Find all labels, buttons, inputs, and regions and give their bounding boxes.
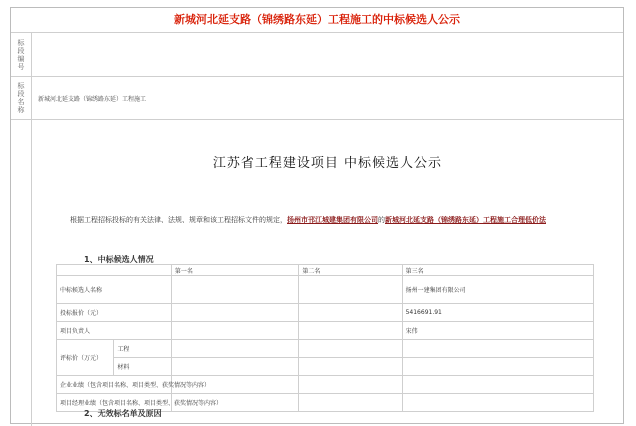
content-row bbox=[11, 120, 623, 426]
table-row: 项目负责人 宋伟 bbox=[57, 322, 594, 340]
table-row: 企业业绩（包含项目名称、项目类型、获奖情况等内容） bbox=[57, 376, 594, 394]
bid-number-row bbox=[11, 33, 623, 77]
table-row: 投标报价（元） 5416691.91 bbox=[57, 304, 594, 322]
method-link[interactable]: 合理低价法 bbox=[511, 216, 546, 224]
document-title: 江苏省工程建设项目 中标候选人公示 bbox=[212, 156, 443, 171]
table-row: 材料 bbox=[57, 358, 594, 376]
intro-paragraph: 根据工程招标投标的有关法律、法规、规章和该工程招标文件的规定，扬州市邗江城建集团有限公司的新城河北延支路（锦绣路东延）工程施工合理低价法 bbox=[70, 216, 546, 224]
notice-frame bbox=[10, 7, 624, 424]
table-row: 中标候选人名称 扬州一建集团有限公司 bbox=[57, 276, 594, 304]
bid-name-label: 标段名称 bbox=[17, 82, 25, 114]
project-link[interactable]: 新城河北延支路（锦绣路东延）工程施工 bbox=[385, 216, 511, 224]
bid-name-value: 新城河北延支路（锦绣路东延）工程施工 bbox=[38, 95, 147, 103]
table-header-row: 第一名 第二名 第三名 bbox=[57, 265, 594, 276]
tenderer-link[interactable]: 扬州市邗江城建集团有限公司 bbox=[287, 216, 378, 224]
table-row: 评标价（万元） 工程 bbox=[57, 340, 594, 358]
page-title: 新城河北延支路（锦绣路东延）工程施工的中标候选人公示 bbox=[11, 8, 623, 33]
bid-number-value bbox=[32, 33, 38, 76]
section-candidates-title: 1、中标候选人情况 bbox=[84, 255, 154, 264]
table-row: 项目经理业绩（包含项目名称、项目类型、获奖情况等内容） bbox=[57, 394, 594, 412]
bid-number-label: 标段编号 bbox=[17, 38, 25, 71]
section-invalid-bids-title: 2、无效标名单及原因 bbox=[84, 409, 162, 418]
bid-name-row bbox=[11, 77, 623, 120]
announcement-body bbox=[32, 120, 623, 426]
candidates-table bbox=[56, 264, 594, 412]
